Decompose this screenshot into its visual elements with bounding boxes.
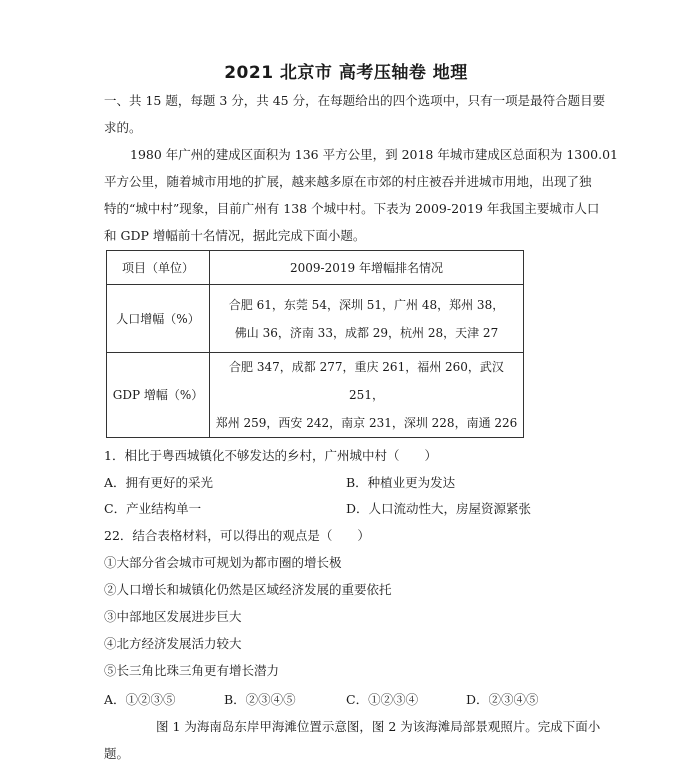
question22-stem: 22．结合表格材料，可以得出的观点是（ ） [104,528,370,543]
question22-statement: ①大部分省会城市可规划为都市圈的增长极 [104,555,342,570]
table-cell [210,285,524,353]
question22-option-b: B．②③④⑤ [224,692,296,707]
passage1-line3: 特的“城中村”现象，目前广州有 138 个城中村。下表为 2009-2019 年我国主要城市人口 [104,201,600,216]
question22-option-c: C．①②③④ [346,692,419,707]
table-row [107,285,524,353]
table-header-row [107,251,524,285]
table-cell-line: 合肥 61，东莞 54，深圳 51，广州 48，郑州 38， [228,297,505,312]
table-row-label: GDP 增幅（%） [107,353,210,438]
question1-option-c: C．产业结构单一 [104,501,202,516]
section-instructions-line1: 一、共 15 题，每题 3 分，共 45 分，在每题给出的四个选项中，只有一项是最符合题目要 [104,93,606,108]
section-instructions-line2: 求的。 [104,120,142,135]
question22-statement: ②人口增长和城镇化仍然是区域经济发展的重要依托 [104,582,392,597]
passage1-line4: 和 GDP 增幅前十名情况，据此完成下面小题。 [104,228,366,243]
table-header-cell: 2009-2019 年增幅排名情况 [210,251,524,285]
page-title: 2021 北京市 高考压轴卷 地理 [224,63,468,83]
table-cell-line: 合肥 347，成都 277，重庆 261，福州 260，武汉 251， [229,360,504,402]
table-header-cell: 项目（单位） [107,251,210,285]
question22-statement: ④北方经济发展活力较大 [104,636,242,651]
question22-statement: ⑤长三角比珠三角更有增长潜力 [104,663,280,678]
city-growth-table [106,250,524,438]
question22-statement: ③中部地区发展进步巨大 [104,609,242,624]
table-row [107,353,524,438]
passage1-line1: 1980 年广州的建成区面积为 136 平方公里，到 2018 年城市建成区总面积为 1300.01 [130,147,619,162]
table-cell-line: 郑州 259，西安 242，南京 231，深圳 228，南通 226 [215,416,518,430]
question1-option-b: B．种植业更为发达 [346,475,456,490]
table-cell [210,353,524,438]
question22-option-a: A．①②③⑤ [104,692,176,707]
passage2-line2: 题。 [104,746,130,761]
passage2-line1: 图 1 为海南岛东岸甲海滩位置示意图，图 2 为该海滩局部景观照片。完成下面小 [156,719,601,734]
table-row-label: 人口增幅（%） [107,285,210,353]
question1-option-a: A．拥有更好的采光 [104,475,214,490]
passage1-line2: 平方公里，随着城市用地的扩展，越来越多原在市郊的村庄被吞并进城市用地，出现了独 [104,174,592,189]
table-cell-line: 佛山 36，济南 33，成都 29，杭州 28，天津 27 [234,325,499,340]
question1-stem: 1．相比于粤西城镇化不够发达的乡村，广州城中村（ ） [104,448,437,463]
question22-option-d: D．②③④⑤ [466,692,539,707]
question1-option-d: D．人口流动性大，房屋资源紧张 [346,501,532,516]
